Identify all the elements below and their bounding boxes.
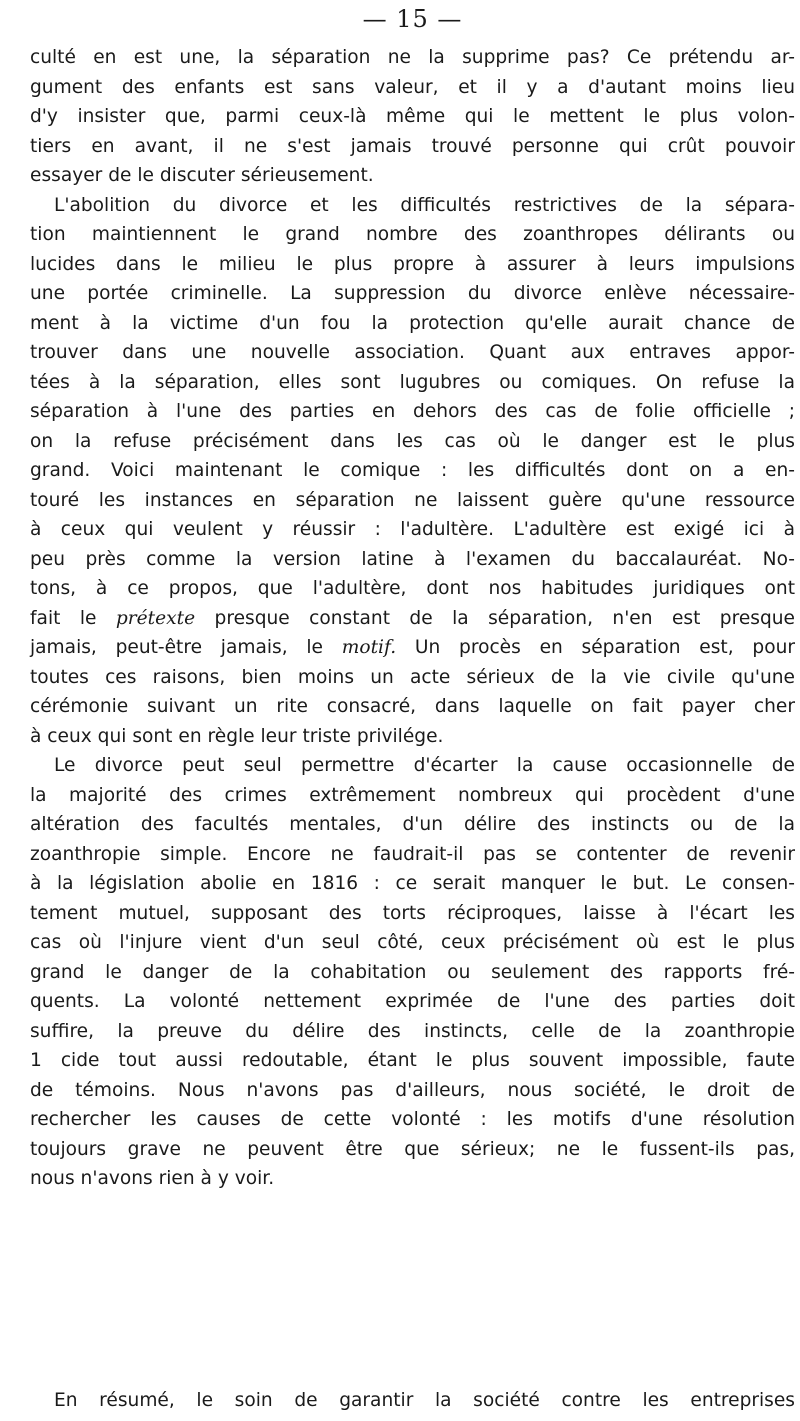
text-line: Le divorce peut seul permettre d'écarter la cause occasionnelle de: [54, 755, 795, 776]
body-text: [30, 43, 795, 1194]
text-line: à ceux qui veulent y réussir : l'adultère. L'adultère est exigé ici à: [30, 519, 795, 540]
text-line: tons, à ce propos, que l'adultère, dont nos habitudes juridiques ont: [30, 578, 795, 599]
document-page: [30, 0, 795, 1421]
text-line: cérémonie suivant un rite consacré, dans laquelle on fait payer cher: [30, 696, 795, 717]
text-line: culté en est une, la séparation ne la supprime pas? Ce prétendu ar-: [30, 47, 795, 68]
text-line: toutes ces raisons, bien moins un acte sérieux de la vie civile qu'une: [30, 666, 795, 688]
text-line: lucides dans le milieu le plus propre à assurer à leurs impulsions: [30, 253, 795, 275]
text-line: on la refuse précisément dans les cas où le danger est le plus: [30, 430, 795, 452]
text-line-pretexte: [30, 604, 795, 634]
text-line: L'abolition du divorce et les difficultés restrictives de la sépara-: [54, 194, 795, 216]
text-fragment: Un procès en séparation est, pour: [396, 637, 795, 658]
text-fragment: fait le: [30, 607, 116, 629]
text-line: nous n'avons rien à y voir.: [30, 1168, 275, 1189]
text-fragment: jamais, peut-être jamais, le: [30, 637, 342, 658]
paragraph-1: [30, 43, 795, 191]
text-line: d'y insister que, parmi ceux-là même qui le mettent le plus volon-: [30, 106, 795, 127]
text-line: trouver dans une nouvelle association. Quant aux entraves appor-: [30, 342, 795, 363]
text-line: 1 cide tout aussi redoutable, étant le plus souvent impossible, faute: [30, 1050, 795, 1071]
page-number: — 15 —: [362, 5, 463, 33]
text-line: la majorité des crimes extrêmement nombreux qui procèdent d'une: [30, 784, 795, 806]
text-line: toujours grave ne peuvent être que sérieux; ne le fussent-ils pas,: [30, 1138, 795, 1160]
italic-motif: motif.: [341, 637, 397, 658]
text-line: touré les instances en séparation ne laissent guère qu'une ressource: [30, 489, 795, 511]
text-line: zoanthropie simple. Encore ne faudrait-il pas se contenter de revenir: [30, 843, 795, 865]
text-line: séparation à l'une des parties en dehors des cas de folie officielle ;: [30, 401, 795, 422]
text-line: à la législation abolie en 1816 : ce serait manquer le but. Le consen-: [30, 873, 795, 894]
text-line: rechercher les causes de cette volonté : les motifs d'une résolution: [30, 1109, 795, 1130]
text-line: une portée criminelle. La suppression du divorce enlève nécessaire-: [30, 283, 795, 304]
text-line: tiers en avant, il ne s'est jamais trouvé personne qui crût pouvoir: [30, 135, 795, 157]
paragraph-3: [30, 751, 795, 1194]
text-line: tion maintiennent le grand nombre des zoanthropes délirants ou: [30, 224, 795, 245]
text-line: tées à la séparation, elles sont lugubres ou comiques. On refuse la: [30, 371, 795, 393]
text-line: essayer de le discuter sérieusement.: [30, 165, 374, 186]
text-line: suffire, la preuve du délire des instincts, celle de la zoanthropie: [30, 1020, 795, 1042]
text-line: quents. La volonté nettement exprimée de l'une des parties doit: [30, 991, 795, 1012]
text-line: grand le danger de la cohabitation ou seulement des rapports fré-: [30, 961, 795, 983]
text-line: gument des enfants est sans valeur, et il y a d'autant moins lieu: [30, 76, 795, 98]
text-line: cas où l'injure vient d'un seul côté, ceux précisément où est le plus: [30, 932, 795, 953]
text-line: de témoins. Nous n'avons pas d'ailleurs, nous société, le droit de: [30, 1079, 795, 1101]
text-line: altération des facultés mentales, d'un délire des instincts ou de la: [30, 814, 795, 835]
text-line-motif: [30, 633, 795, 663]
text-fragment: presque constant de la séparation, n'en est presque: [195, 607, 795, 629]
text-line: grand. Voici maintenant le comique : les difficultés dont on a en-: [30, 460, 795, 481]
text-line: à ceux qui sont en règle leur triste privilége.: [30, 725, 444, 747]
text-line: peu près comme la version latine à l'examen du baccalauréat. No-: [30, 548, 795, 570]
italic-pretexte: prétexte: [115, 607, 196, 629]
text-line: tement mutuel, supposant des torts réciproques, laisse à l'écart les: [30, 902, 795, 924]
text-line: ment à la victime d'un fou la protection qu'elle aurait chance de: [30, 312, 795, 334]
paragraph-2: [30, 191, 795, 752]
final-line: En résumé, le soin de garantir la société contre les entreprises: [54, 1390, 795, 1411]
